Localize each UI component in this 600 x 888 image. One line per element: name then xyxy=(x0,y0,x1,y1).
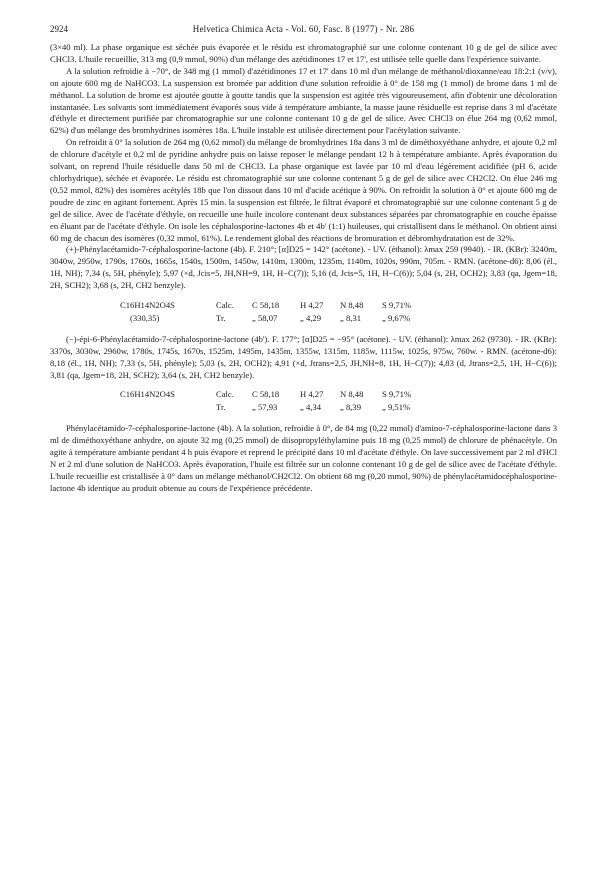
elemental-analysis-4b-prime xyxy=(50,389,557,415)
analysis-found-label: Tr. xyxy=(216,312,226,323)
analysis-value: C 58,18 xyxy=(252,389,280,400)
compound-4b-synthesis: Phénylacétamido-7-céphalosporine-lactone (4b). A la solution, refroidie à 0°, de 84 mg (0,22 mmol) d'amino-7-céphalosporine-lactone dans 3 ml de diméthoxyéthane anhydre, on ajoute 32 mg (0,25 mmol) de diisopropyléthylamine puis 18 mg (0,25 mmol) de chlorure de phénacétyle. On agite à température ambiante pendant 4 h puis évapore et reprend le précipité dans 10 ml d'acétate d'éthyle. On lave successivement par 2 ml d'HCl N et 2 ml d'une solution de NaHCO3. Après évaporation, l'huile est filtrée sur un colonne contenant 10 g de gel de silice avec de l'acétate d'éthyle. L'huile recueillie est cristallisée à 0° dans un mélange méthanol/CH2Cl2. On obtient 68 mg (0,20 mmol, 90%) de phénylacétamidocéphalosporine-lactone 4b identique au produit obtenue au cours de l'expérience précédente. xyxy=(50,423,557,493)
compound-4b-prime-data: (−)-épi-6-Phénylacétamido-7-céphalosporine-lactone (4b'). F. 177°; [α]D25 = −95° (acétone). - UV. (éthanol): λmax 262 (9730). - IR. (KBr): 3370s, 3030w, 2960w, 1780s, 1745s, 1670s, 1525m, 1495m, 1435m, 1355w, 1315m, 1185w, 1115w, 1025s, 975w, 760w. - RMN. (acétone-d6): 8,18 (él., 1H, NH); 7,33 (s, 5H, phényle); 5,03 (s, 2H, OCH2); 4,91 (×d, Jtrans=2,5, JH,NH=8, 1H, H−C(7)); 4,83 (d, Jtrans=2,5, 1H, H−C(6)); 3,81 (qa, Jgem=18, 2H, SCH2); 3,64 (s, 2H, CH2 benzyle). xyxy=(50,333,557,380)
analysis-spacer xyxy=(50,402,216,415)
analysis-calc-label: Calc. xyxy=(216,300,234,311)
analysis-value: „ 9,67% xyxy=(382,312,411,323)
analysis-formula: C16H14N2O4S xyxy=(120,389,175,400)
paragraph-3: On refroidit à 0° la solution de 264 mg (0,62 mmol) du mélange de bromhydrines 18a dans 3 ml de diméthoxyéthane anhydre, et ajoute 0,2 ml de chlorure d'acétyle et 0,2 ml de pyridine anhydre puis on laisse reposer le mélange pendant 12 h à température ambiante. Après évaporation du solvant, on reprend l'huile résiduelle dans 50 ml de CHCl3. La phase organique est lavée par 10 ml d'eau légèrement acidifiée (pH 6, acide chlorhydrique), séchée et évaporée. Le résidu est chromatographié sur une colonne contenant 5 g de gel de silice avec CH2Cl2. On élue 246 mg (0,52 mmol, 82%) des isomères acétylés 18b que l'on dissout dans 10 ml d'acide acétique à 90%. On refroidit la solution à 0° et ajoute 600 mg de poudre de zinc en agitant fortement. Après 15 min. la suspension est filtrée, le filtrat évaporé et chromatographié sur une colonne contenant 5 g de gel de silice. Avec de l'acétate d'éthyle, on recueille une huile incolore contenant deux substances séparées par chromatographie en couche épaisse en éluant par de l'acétate d'éthyle. On isole les céphalosporine-lactones 4b et 4b' (1:1) huileuses, qui cristallisent dans le méthanol. On obtient ainsi 60 mg de chacun des isomères (0,32 mmol, 61%). Le rendement global des réactions de bromuration et débromhydratation est de 32%. xyxy=(50,137,557,243)
analysis-value: „ 8,39 xyxy=(340,402,362,413)
analysis-formula: C16H14N2O4S xyxy=(120,300,175,311)
analysis-value: N 8,48 xyxy=(340,300,364,311)
analysis-value: „ 58,07 xyxy=(252,312,278,323)
analysis-value: H 4,27 xyxy=(300,389,324,400)
analysis-mw: (330,35) xyxy=(130,312,160,323)
paragraph-1: (3×40 ml). La phase organique est séchée puis évaporée et le résidu est chromatographié sur une colonne contenant 10 g de gel de silice avec CHCl3. L'huile recueillie, 313 mg (0,9 mmol, 90%) d'un mélange des azétidinones 17 et 17', est utilisée telle quelle dans l'expérience suivante. xyxy=(50,42,557,64)
analysis-value: „ 4,29 xyxy=(300,312,322,323)
analysis-value: N 8,48 xyxy=(340,389,364,400)
page-number: 2924 xyxy=(50,24,68,34)
analysis-value: C 58,18 xyxy=(252,300,280,311)
analysis-value: „ 9,51% xyxy=(382,402,411,413)
compound-4b-data: (+)-Phénylacétamido-7-céphalosporine-lactone (4b). F. 210°; [α]D25 = 142° (acétone). - UV. (éthanol): λmax 259 (9940). - IR. (KBr): 3240m, 3040w, 2950w, 1790s, 1760s, 1665s, 1540s, 1500m, 1450w, 1410m, 1300m, 1235m, 1140m, 1020s, 990m, 705m. - RMN. (acétone-d6): 8,06 (él., 1H, NH); 7,34 (s, 5H, phényle); 5,97 (×d, Jcis=5, JH,NH=9, 1H, H−C(7)); 5,16 (d, Jcis=5, 1H, H−C(6)); 5,04 (s, 2H, OCH2); 3,83 (qa, Jgem=18, 2H, SCH2); 3,68 (s, 2H, CH2 benzyle). xyxy=(50,244,557,291)
analysis-value: S 9,71% xyxy=(382,389,412,400)
page xyxy=(50,24,557,495)
analysis-value: S 9,71% xyxy=(382,300,412,311)
analysis-found-label: Tr. xyxy=(216,402,226,413)
analysis-calc-label: Calc. xyxy=(216,389,234,400)
analysis-value: „ 57,93 xyxy=(252,402,278,413)
paragraph-2: A la solution refroidie à −70°, de 348 mg (1 mmol) d'azétidinones 17 et 17' dans 10 ml d'un mélange de méthanol/dioxanne/eau 18:2:1 (v/v), on ajoute 600 mg de NaHCO3. La suspension est bromée par addition d'une solution refroidie à 0° de 158 mg (1 mmol) de brome dans 1 ml de méthanol. La solution de brome est ajoutée goutte à goutte tandis que la suspension est agitée très vigoureusement, afin d'obtenir une décoloration instantanée. Les solvants sont immédiatement évaporés sous vide à température ambiante, la masse jaune résiduelle est reprise dans 3 ml d'acétate d'éthyle et directement purifiée par chromatographie sur une colonne contenant 10 g de gel de silice. Avec CHCl3 on élue 264 mg (0,62 mmol, 62%) d'un mélange des bromhydrines isomères 18a. L'huile instable est utilisée directement pour l'acétylation suivante. xyxy=(50,65,557,136)
elemental-analysis-4b xyxy=(50,300,557,326)
analysis-value: „ 4,34 xyxy=(300,402,322,413)
running-head: Helvetica Chimica Acta - Vol. 60, Fasc. 8 (1977) - Nr. 286 xyxy=(192,24,415,34)
analysis-value: H 4,27 xyxy=(300,300,324,311)
analysis-value: „ 8,31 xyxy=(340,312,362,323)
page-header xyxy=(50,24,557,38)
